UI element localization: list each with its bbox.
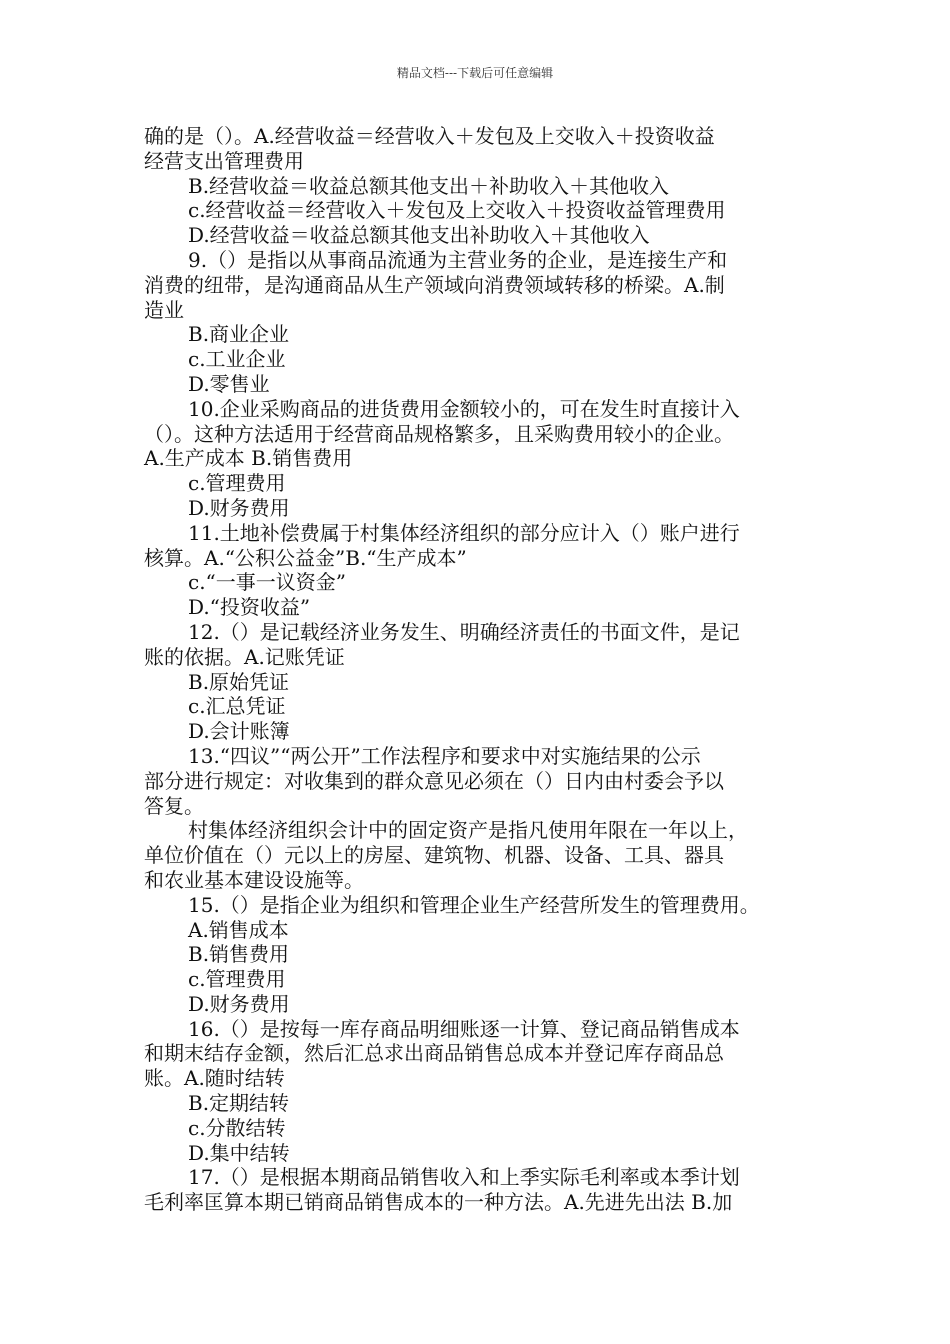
text-line: （）。这种方法适用于经营商品规格繁多，且采购费用较小的企业。: [144, 421, 734, 446]
text-line: 造业: [144, 297, 184, 322]
text-line: 12.（）是记载经济业务发生、明确经济责任的书面文件，是记: [188, 619, 740, 644]
text-line: c.“一事一议资金”: [188, 570, 347, 595]
text-line: 账的依据。A.记账凭证: [144, 644, 345, 669]
text-line: B.经营收益＝收益总额其他支出＋补助收入＋其他收入: [188, 173, 670, 198]
text-line: 9.（）是指以从事商品流通为主营业务的企业，是连接生产和: [188, 247, 728, 272]
text-line: 10.企业采购商品的进货费用金额较小的，可在发生时直接计入: [188, 396, 740, 421]
text-line: B.商业企业: [188, 322, 290, 347]
text-line: 16.（）是按每一库存商品明细账逐一计算、登记商品销售成本: [188, 1016, 740, 1041]
text-line: c.汇总凭证: [188, 694, 286, 719]
text-line: D.零售业: [188, 371, 270, 396]
text-line: B.销售费用: [188, 942, 290, 967]
text-line: c.工业企业: [188, 347, 286, 372]
text-line: 13.“四议”“两公开”工作法程序和要求中对实施结果的公示: [188, 743, 701, 768]
text-line: D.集中结转: [188, 1140, 290, 1165]
text-line: 15.（）是指企业为组织和管理企业生产经营所发生的管理费用。: [188, 892, 760, 917]
text-line: 毛利率匡算本期已销商品销售成本的一种方法。A.先进先出法 B.加: [144, 1190, 733, 1215]
text-line: c.管理费用: [188, 967, 286, 992]
text-line: c.管理费用: [188, 471, 286, 496]
text-line: 消费的纽带，是沟通商品从生产领域向消费领域转移的桥梁。A.制: [144, 272, 725, 297]
text-line: B.定期结转: [188, 1091, 290, 1116]
text-line: 11.土地补偿费属于村集体经济组织的部分应计入（）账户进行: [188, 520, 740, 545]
text-line: 确的是（）。A.经营收益＝经营收入＋发包及上交收入＋投资收益: [144, 124, 715, 148]
text-line: 经营支出管理费用: [144, 148, 304, 173]
text-line: D.会计账簿: [188, 719, 290, 744]
text-line: A.生产成本 B.销售费用: [144, 446, 353, 471]
text-line: D.财务费用: [188, 495, 290, 520]
text-line: 村集体经济组织会计中的固定资产是指凡使用年限在一年以上，: [188, 818, 748, 843]
text-line: 和农业基本建设设施等。: [144, 867, 364, 892]
document-body: [144, 124, 816, 1215]
text-line: 答复。: [144, 793, 204, 818]
text-line: 账。A.随时结转: [144, 1066, 285, 1091]
text-line: B.原始凭证: [188, 669, 290, 694]
text-line: 17.（）是根据本期商品销售收入和上季实际毛利率或本季计划: [188, 1165, 740, 1190]
text-line: A.销售成本: [188, 917, 289, 942]
text-line: 核算。A.“公积公益金”B.“生产成本”: [144, 545, 467, 570]
text-line: 和期末结存金额，然后汇总求出商品销售总成本并登记库存商品总: [144, 1041, 724, 1066]
text-line: D.“投资收益”: [188, 595, 311, 620]
text-line: c.经营收益＝经营收入＋发包及上交收入＋投资收益管理费用: [188, 198, 726, 223]
text-line: D.经营收益＝收益总额其他支出补助收入＋其他收入: [188, 223, 650, 248]
page-header: 精品文档---下载后可任意编辑: [396, 66, 554, 80]
text-line: c.分散结转: [188, 1115, 286, 1140]
text-line: D.财务费用: [188, 991, 290, 1016]
text-line: 部分进行规定：对收集到的群众意见必须在（）日内由村委会予以: [144, 768, 724, 793]
text-line: 单位价值在（）元以上的房屋、建筑物、机器、设备、工具、器具: [144, 843, 724, 868]
